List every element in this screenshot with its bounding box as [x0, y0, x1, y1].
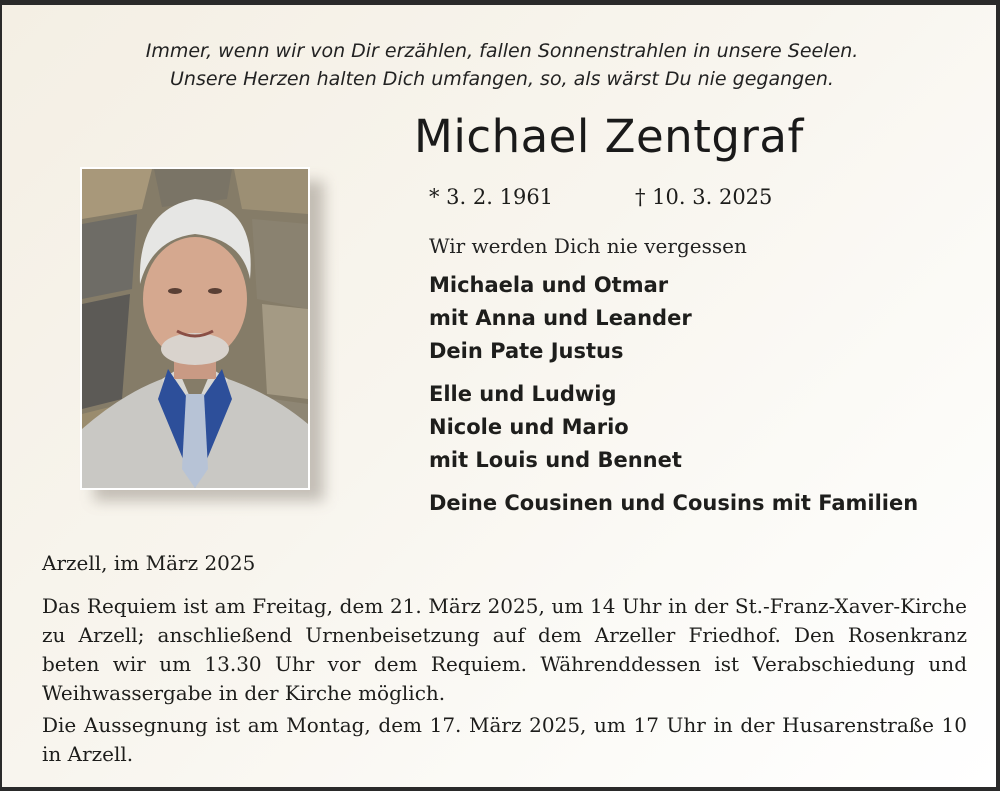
mourner-group: [429, 378, 918, 477]
mourner-line: Elle und Ludwig: [429, 382, 617, 406]
poem-line-1: Immer, wenn wir von Dir erzählen, fallen Sonnenstrahlen in unsere Seelen.: [145, 40, 859, 62]
mourners-list: [429, 269, 918, 530]
intro-line: Wir werden Dich nie vergessen: [429, 234, 747, 258]
blessing-paragraph: Die Aussegnung ist am Montag, dem 17. März 2025, um 17 Uhr in der Husarenstraße 10 in Arzell.: [42, 713, 967, 766]
mourner-group: [429, 269, 918, 368]
death-date: † 10. 3. 2025: [635, 185, 773, 209]
mourner-line: Deine Cousinen und Cousins mit Familien: [429, 491, 919, 515]
portrait-photo: [80, 167, 310, 490]
mourner-line: mit Louis und Bennet: [429, 448, 682, 472]
mourner-line: Michaela und Otmar: [429, 273, 669, 297]
memorial-poem: [2, 37, 1000, 93]
mourner-group: [429, 487, 918, 520]
birth-date: * 3. 2. 1961: [429, 185, 554, 209]
requiem-paragraph: Das Requiem ist am Freitag, dem 21. März 2025, um 14 Uhr in der St.-Franz-Xaver-Kirche zu Arzell; anschließend Urnenbeisetzung auf dem Arzeller Friedhof. Den Rosenkranz beten wir um 13.30 Uhr vor dem Requiem. Währenddessen ist Verabschiedung und Weihwassergabe in der Kirche möglich.: [42, 594, 967, 705]
poem-line-2: Unsere Herzen halten Dich umfangen, so, als wärst Du nie gegangen.: [170, 68, 834, 90]
mourner-line: Nicole und Mario: [429, 415, 629, 439]
mourner-line: Dein Pate Justus: [429, 339, 624, 363]
mourner-line: mit Anna und Leander: [429, 306, 692, 330]
portrait-illustration: [82, 169, 308, 488]
deceased-name: Michael Zentgraf: [414, 110, 804, 163]
place-date: Arzell, im März 2025: [42, 551, 256, 575]
